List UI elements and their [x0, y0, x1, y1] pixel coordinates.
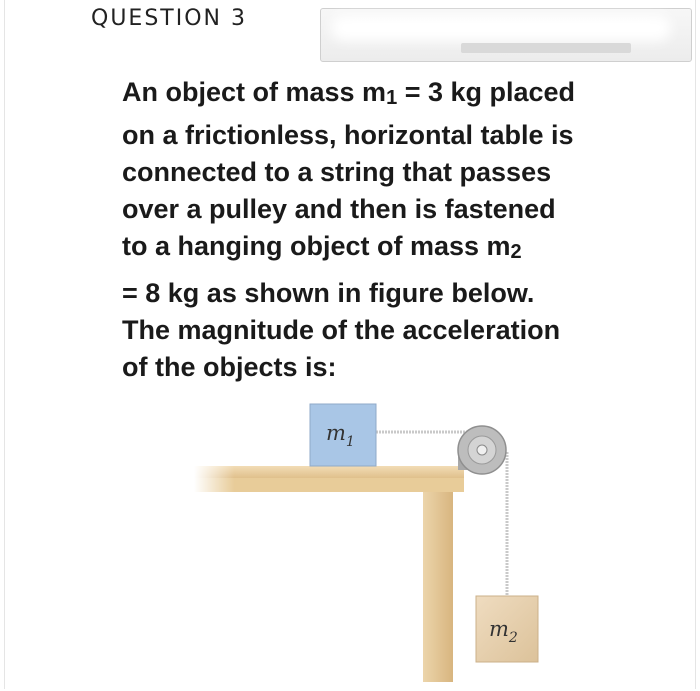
pulley-axle [477, 445, 487, 455]
block-m1-label: $m_1$ [326, 421, 355, 450]
answer-input-area[interactable] [320, 8, 692, 62]
pulley-figure [180, 396, 540, 686]
question-line-4: over a pulley and then is fastened [122, 194, 556, 224]
question-line-5: to a hanging object of mass $m_2$ [122, 231, 522, 263]
right-edge [695, 0, 696, 689]
question-line-8: of the objects is: [122, 352, 337, 382]
question-line-3: connected to a string that passes [122, 157, 552, 187]
question-line-6: = 8 kg as shown in figure below. [122, 278, 535, 308]
question-line-1: An object of mass $m_1 = 3$ kg placed [122, 77, 576, 109]
question-line-2: on a frictionless, horizontal table is [122, 120, 574, 150]
left-edge [4, 0, 5, 689]
table-leg [423, 492, 453, 682]
question-heading: QUESTION 3 [91, 6, 247, 31]
pulley-diagram [180, 396, 540, 686]
question-line-7: The magnitude of the acceleration [122, 315, 561, 345]
block-m2-label: $m_2$ [489, 617, 518, 646]
obscured-region [331, 15, 671, 41]
question-text [122, 74, 662, 386]
resize-handle[interactable] [461, 43, 631, 53]
